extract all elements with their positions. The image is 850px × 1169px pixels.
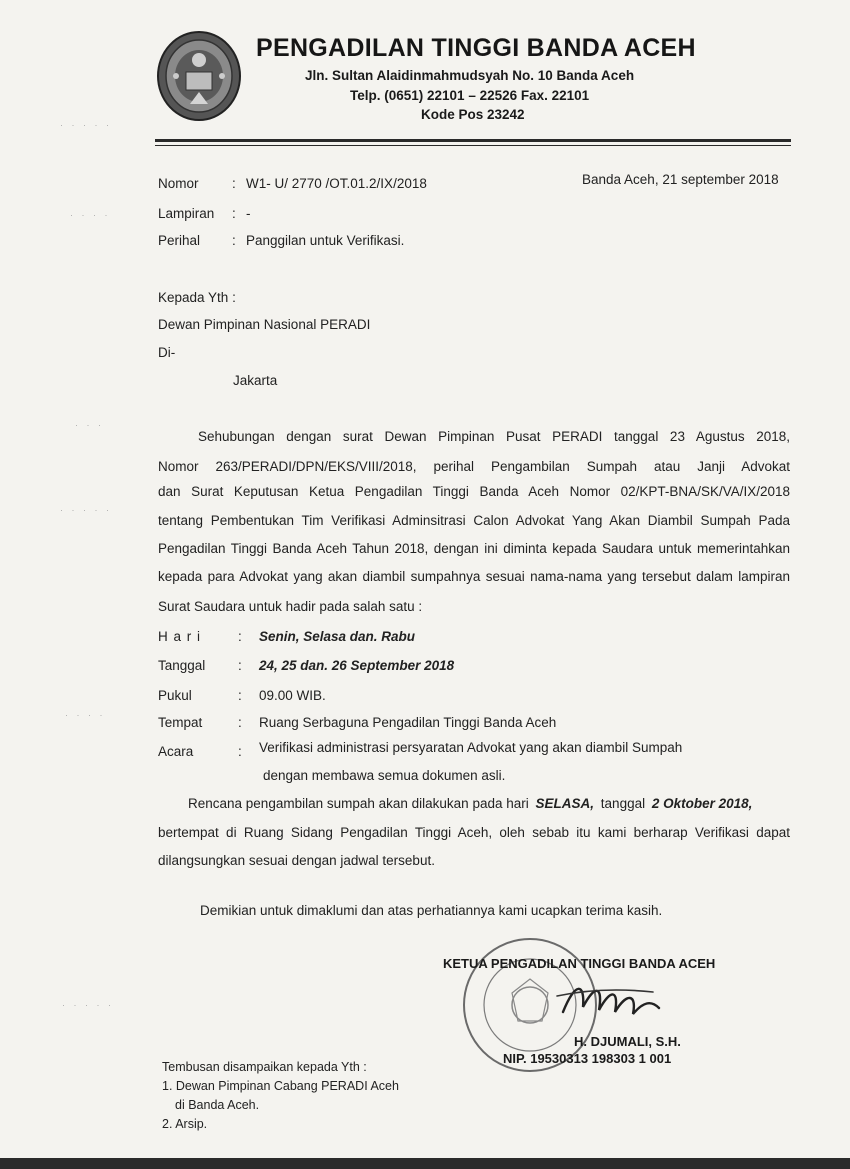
org-phone: Telp. (0651) 22101 – 22526 Fax. 22101 [350, 88, 590, 103]
schedule-value-pukul: 09.00 WIB. [259, 688, 326, 703]
schedule-label-pukul: Pukul [158, 688, 192, 703]
schedule-value-tanggal: 24, 25 dan. 26 September 2018 [259, 658, 455, 673]
letter-date: Banda Aceh, 21 september 2018 [582, 172, 779, 187]
body-line: Sehubungan dengan surat Dewan Pimpinan Pusat PERADI tanggal 23 Agustus 2018, [198, 429, 790, 444]
scan-noise: · · · · · [62, 1000, 114, 1010]
recipient-city: Jakarta [233, 373, 278, 388]
scan-noise: · · · · · [60, 505, 112, 515]
schedule-colon: : [238, 715, 242, 730]
schedule-label-acara: Acara [158, 744, 194, 759]
lampiran-colon: : [232, 206, 236, 221]
schedule-label-hari: H a r i [158, 629, 202, 644]
body-line-last: Surat Saudara untuk hadir pada salah satu : [158, 599, 423, 614]
nomor-label: Nomor [158, 176, 199, 191]
schedule-value-acara: Verifikasi administrasi persyaratan Advokat yang akan diambil Sumpah [259, 740, 683, 755]
tembusan-item-1-cont: di Banda Aceh. [175, 1098, 260, 1112]
handwritten-signature [555, 972, 665, 1032]
closing-sentence: Demikian untuk dimaklumi dan atas perhatiannya kami ucapkan terima kasih. [200, 903, 663, 918]
court-emblem-logo [156, 30, 242, 122]
tembusan-item-1: 1. Dewan Pimpinan Cabang PERADI Aceh [162, 1079, 399, 1093]
p2-line1 [188, 796, 752, 811]
schedule-colon: : [238, 658, 242, 673]
org-name: PENGADILAN TINGGI BANDA ACEH [256, 34, 696, 62]
scan-noise: · · · · · [60, 120, 112, 130]
perihal-colon: : [232, 233, 236, 248]
p2-line2: bertempat di Ruang Sidang Pengadilan Tinggi Aceh, oleh sebab itu kami berharap Verifikasi dapat [158, 825, 790, 840]
p2-line1-text: Rencana pengambilan sumpah akan dilakukan pada hari [188, 796, 529, 811]
p2-day: SELASA, [535, 796, 595, 811]
signatory-nip: NIP. 19530313 198303 1 001 [503, 1051, 672, 1066]
lampiran-value: - [246, 206, 251, 221]
tembusan-heading: Tembusan disampaikan kepada Yth : [162, 1060, 367, 1074]
scan-noise: · · · · [70, 210, 111, 220]
perihal-value: Panggilan untuk Verifikasi. [246, 233, 405, 248]
body-line: tentang Pembentukan Tim Verifikasi Adminsitrasi Calon Advokat Yang Akan Diambil Sumpah Pada [158, 513, 790, 528]
lampiran-label: Lampiran [158, 206, 215, 221]
schedule-label-tempat: Tempat [158, 715, 203, 730]
schedule-value-tempat: Ruang Serbaguna Pengadilan Tinggi Banda Aceh [259, 715, 557, 730]
header-rule-thick [155, 139, 791, 142]
schedule-acara-continued: dengan membawa semua dokumen asli. [263, 768, 506, 783]
p2-line3: dilangsungkan sesuai dengan jadwal tersebut. [158, 853, 435, 868]
body-line: dan Surat Keputusan Ketua Pengadilan Tinggi Banda Aceh Nomor 02/KPT-BNA/SK/VA/IX/2018 [158, 484, 790, 499]
recipient-di: Di- [158, 345, 176, 360]
nomor-colon: : [232, 176, 236, 191]
signatory-title: KETUA PENGADILAN TINGGI BANDA ACEH [443, 956, 716, 971]
body-line: Nomor 263/PERADI/DPN/EKS/VIII/2018, perihal Pengambilan Sumpah atau Janji Advokat [158, 459, 790, 474]
schedule-label-tanggal: Tanggal [158, 658, 206, 673]
header-rule-thin [155, 145, 791, 146]
recipient-name: Dewan Pimpinan Nasional PERADI [158, 317, 371, 332]
scan-noise: · · · [75, 420, 104, 430]
nomor-value: W1- U/ 2770 /OT.01.2/IX/2018 [246, 176, 427, 191]
recipient-kepada: Kepada Yth : [158, 290, 236, 305]
p2-tanggal-word: tanggal [600, 796, 646, 811]
schedule-colon: : [238, 688, 242, 703]
org-address: Jln. Sultan Alaidinmahmudsyah No. 10 Banda Aceh [305, 68, 635, 83]
tembusan-item-2: 2. Arsip. [162, 1117, 208, 1131]
scan-noise: · · · · [65, 710, 106, 720]
org-postcode: Kode Pos 23242 [421, 107, 525, 122]
body-line: kepada para Advokat yang akan diambil sumpahnya sesuai nama-nama yang tersebut dalam lampiran [158, 569, 790, 584]
schedule-colon: : [238, 744, 242, 759]
p2-date: 2 Oktober 2018, [651, 796, 753, 811]
signatory-name: H. DJUMALI, S.H. [574, 1034, 681, 1049]
body-line: Pengadilan Tinggi Banda Aceh Tahun 2018, dengan ini diminta kepada Saudara untuk memerintahkan [158, 541, 790, 556]
scan-bottom-edge [0, 1158, 850, 1169]
perihal-label: Perihal [158, 233, 201, 248]
schedule-value-hari: Senin, Selasa dan. Rabu [259, 629, 416, 644]
schedule-colon: : [238, 629, 242, 644]
